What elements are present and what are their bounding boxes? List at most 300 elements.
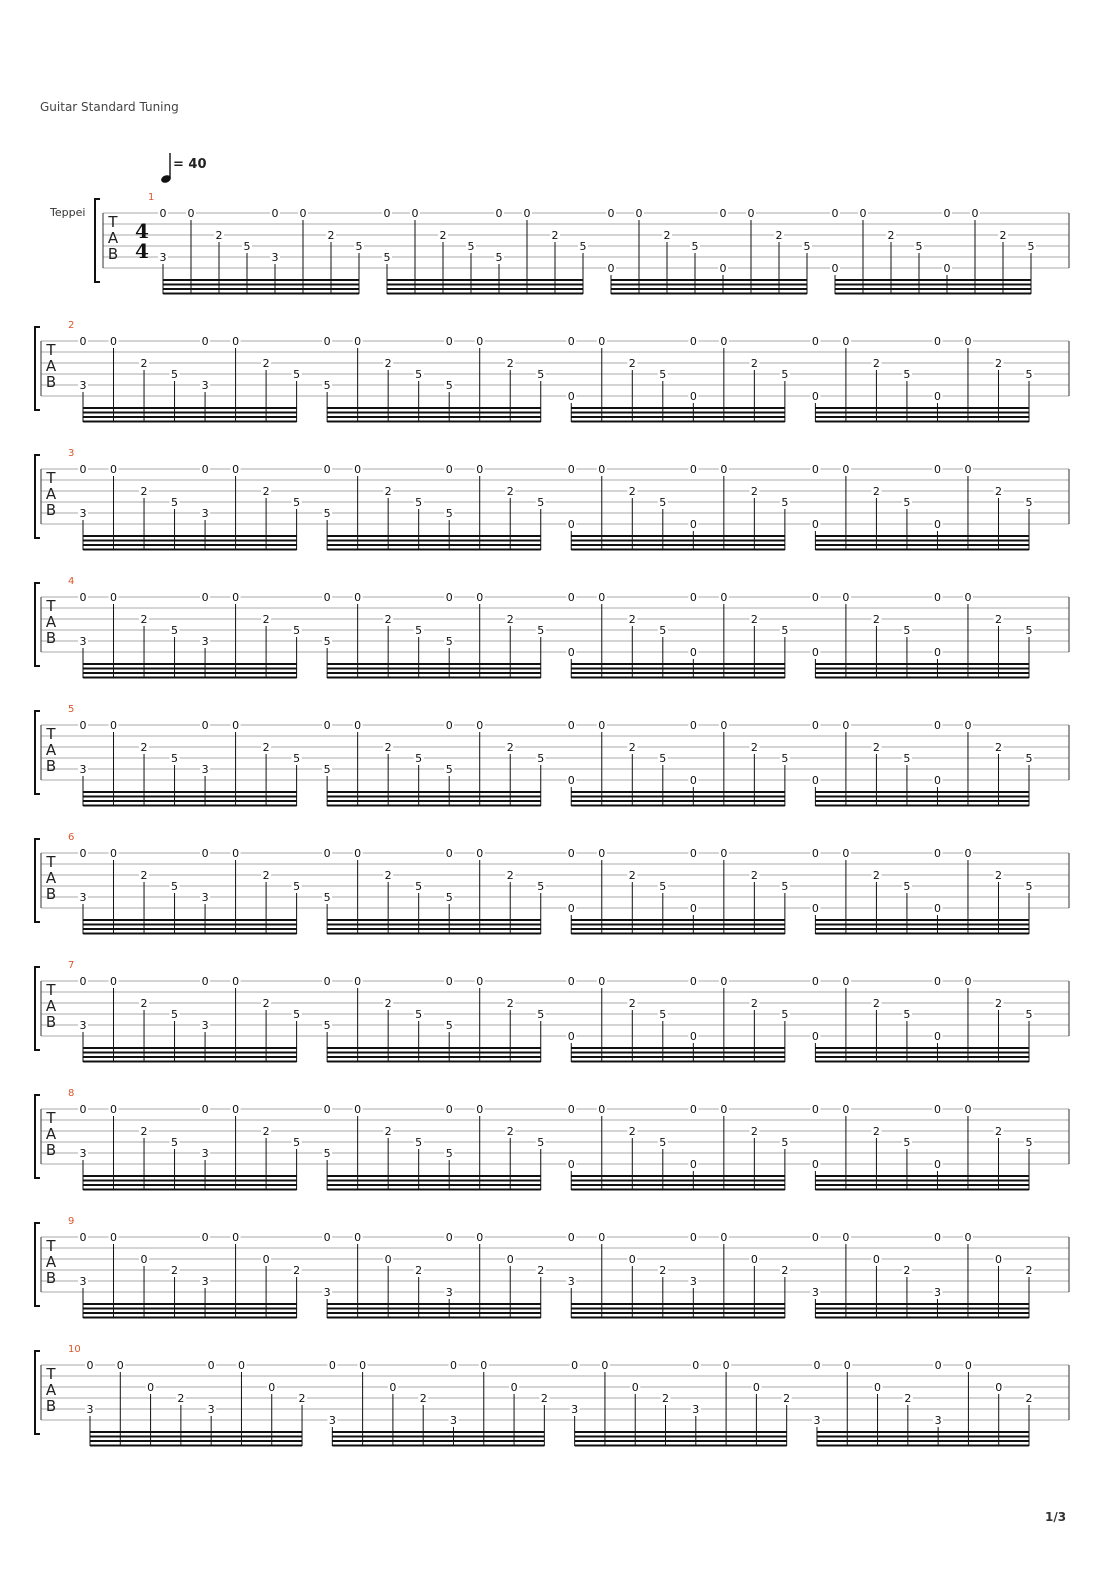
fret-number: 3 (449, 1414, 457, 1427)
fret-number: 2 (384, 357, 392, 370)
fret-number: 2 (872, 997, 880, 1010)
fret-number: 0 (201, 463, 209, 476)
fret-number: 0 (811, 1103, 819, 1116)
fret-number: 0 (842, 975, 850, 988)
fret-number: 0 (811, 646, 819, 659)
fret-number: 0 (689, 975, 697, 988)
fret-number: 0 (933, 902, 941, 915)
fret-number: 0 (598, 335, 606, 348)
fret-number: 0 (110, 975, 118, 988)
fret-number: 3 (201, 1019, 209, 1032)
tab-clef-letter: A (45, 869, 57, 887)
fret-number: 0 (692, 1359, 700, 1372)
fret-number: 2 (262, 741, 270, 754)
fret-number: 2 (384, 1125, 392, 1138)
fret-number: 0 (140, 1253, 148, 1266)
fret-number: 5 (171, 1008, 179, 1021)
fret-number: 0 (971, 207, 979, 220)
fret-number: 3 (689, 1275, 697, 1288)
fret-number: 0 (811, 390, 819, 403)
fret-number: 5 (1025, 880, 1033, 893)
fret-number: 2 (327, 229, 335, 242)
fret-number: 2 (140, 357, 148, 370)
fret-number: 0 (323, 1231, 331, 1244)
fret-number: 0 (523, 207, 531, 220)
fret-number: 5 (415, 1008, 423, 1021)
fret-number: 0 (719, 207, 727, 220)
system-bracket (35, 583, 40, 666)
fret-number: 2 (659, 1264, 667, 1277)
fret-number: 2 (662, 1392, 670, 1405)
fret-number: 0 (842, 463, 850, 476)
fret-number: 2 (293, 1264, 301, 1277)
fret-number: 5 (903, 752, 911, 765)
fret-number: 0 (110, 335, 118, 348)
fret-number: 5 (323, 507, 331, 520)
measure-number: 1 (148, 192, 155, 203)
fret-number: 0 (354, 463, 362, 476)
measure-number: 10 (68, 1344, 81, 1355)
tab-clef-letter: B (45, 629, 57, 647)
fret-number: 5 (445, 1147, 453, 1160)
fret-number: 0 (720, 335, 728, 348)
fret-number: 2 (904, 1392, 912, 1405)
fret-number: 0 (567, 774, 575, 787)
fret-number: 0 (689, 518, 697, 531)
fret-number: 5 (383, 251, 391, 264)
fret-number: 5 (293, 752, 301, 765)
measure-number: 7 (68, 960, 75, 971)
fret-number: 0 (445, 463, 453, 476)
fret-number: 0 (831, 262, 839, 275)
fret-number: 5 (1025, 752, 1033, 765)
fret-number: 0 (813, 1359, 821, 1372)
fret-number: 0 (689, 902, 697, 915)
fret-number: 0 (842, 847, 850, 860)
tab-clef-letter: B (45, 1141, 57, 1159)
fret-number: 0 (842, 719, 850, 732)
fret-number: 2 (551, 229, 559, 242)
fret-number: 0 (299, 207, 307, 220)
fret-number: 0 (383, 207, 391, 220)
fret-number: 5 (781, 624, 789, 637)
fret-number: 0 (811, 591, 819, 604)
fret-number: 2 (750, 357, 758, 370)
fret-number: 2 (781, 1264, 789, 1277)
fret-number: 0 (934, 1359, 942, 1372)
fret-number: 5 (1025, 368, 1033, 381)
fret-number: 0 (689, 390, 697, 403)
fret-number: 3 (86, 1403, 94, 1416)
fret-number: 2 (419, 1392, 427, 1405)
fret-number: 5 (781, 1008, 789, 1021)
fret-number: 0 (268, 1381, 276, 1394)
fret-number: 0 (994, 1253, 1002, 1266)
fret-number: 0 (510, 1381, 518, 1394)
fret-number: 0 (359, 1359, 367, 1372)
fret-number: 0 (159, 207, 167, 220)
fret-number: 2 (750, 1125, 758, 1138)
fret-number: 2 (384, 997, 392, 1010)
fret-number: 2 (994, 741, 1002, 754)
tab-system-9 (35, 1216, 1069, 1318)
tab-clef-letter: A (45, 1253, 57, 1271)
fret-number: 0 (495, 207, 503, 220)
instrument-name: Teppei (50, 206, 86, 219)
tab-clef-letter: A (45, 357, 57, 375)
fret-number: 0 (943, 262, 951, 275)
fret-number: 2 (177, 1392, 185, 1405)
fret-number: 0 (722, 1359, 730, 1372)
fret-number: 5 (781, 1136, 789, 1149)
fret-number: 2 (994, 485, 1002, 498)
tab-clef-letter: A (45, 485, 57, 503)
fret-number: 5 (415, 368, 423, 381)
fret-number: 2 (994, 997, 1002, 1010)
tab-clef-letter: A (45, 741, 57, 759)
fret-number: 5 (1025, 1008, 1033, 1021)
fret-number: 0 (567, 463, 575, 476)
fret-number: 0 (567, 335, 575, 348)
fret-number: 0 (201, 847, 209, 860)
fret-number: 0 (964, 1103, 972, 1116)
fret-number: 0 (874, 1381, 882, 1394)
fret-number: 0 (811, 518, 819, 531)
fret-number: 5 (537, 880, 545, 893)
fret-number: 5 (659, 1136, 667, 1149)
measure-number: 6 (68, 832, 75, 843)
tab-system-1 (95, 192, 1069, 294)
fret-number: 0 (598, 719, 606, 732)
fret-number: 2 (750, 997, 758, 1010)
fret-number: 0 (598, 591, 606, 604)
fret-number: 5 (415, 752, 423, 765)
tab-clef-letter: T (46, 1365, 56, 1383)
fret-number: 0 (445, 847, 453, 860)
tab-clef-letter: A (107, 229, 119, 247)
fret-number: 0 (147, 1381, 155, 1394)
fret-number: 2 (999, 229, 1007, 242)
fret-number: 5 (445, 507, 453, 520)
fret-number: 0 (110, 1231, 118, 1244)
fret-number: 5 (659, 880, 667, 893)
fret-number: 5 (415, 624, 423, 637)
fret-number: 2 (750, 485, 758, 498)
fret-number: 2 (140, 997, 148, 1010)
fret-number: 0 (933, 646, 941, 659)
fret-number: 2 (628, 869, 636, 882)
fret-number: 0 (232, 975, 240, 988)
fret-number: 2 (628, 997, 636, 1010)
fret-number: 0 (476, 463, 484, 476)
fret-number: 2 (506, 357, 514, 370)
tab-clef-letter: A (45, 1381, 57, 1399)
fret-number: 0 (689, 774, 697, 787)
fret-number: 5 (903, 1008, 911, 1021)
tempo-marking: = 40 (173, 157, 207, 172)
fret-number: 5 (445, 379, 453, 392)
fret-number: 3 (271, 251, 279, 264)
fret-number: 3 (79, 1147, 87, 1160)
fret-number: 0 (933, 463, 941, 476)
fret-number: 0 (476, 1103, 484, 1116)
fret-number: 0 (445, 591, 453, 604)
fret-number: 0 (110, 463, 118, 476)
fret-number: 5 (659, 752, 667, 765)
fret-number: 0 (445, 335, 453, 348)
fret-number: 5 (903, 368, 911, 381)
fret-number: 5 (323, 1147, 331, 1160)
tab-system-3 (35, 448, 1069, 550)
fret-number: 3 (328, 1414, 336, 1427)
fret-number: 0 (598, 847, 606, 860)
fret-number: 3 (201, 891, 209, 904)
fret-number: 0 (720, 975, 728, 988)
fret-number: 2 (994, 1125, 1002, 1138)
fret-number: 0 (476, 847, 484, 860)
system-bracket (35, 967, 40, 1050)
tab-clef-letter: T (46, 853, 56, 871)
fret-number: 2 (994, 869, 1002, 882)
fret-number: 5 (781, 368, 789, 381)
fret-number: 2 (262, 1125, 270, 1138)
fret-number: 3 (201, 1147, 209, 1160)
fret-number: 0 (476, 335, 484, 348)
system-bracket (35, 455, 40, 538)
fret-number: 3 (201, 635, 209, 648)
fret-number: 5 (903, 880, 911, 893)
fret-number: 5 (293, 624, 301, 637)
fret-number: 0 (842, 1103, 850, 1116)
fret-number: 5 (915, 240, 923, 253)
fret-number: 0 (79, 1231, 87, 1244)
fret-number: 0 (480, 1359, 488, 1372)
fret-number: 2 (872, 869, 880, 882)
fret-number: 2 (262, 357, 270, 370)
system-bracket (35, 1223, 40, 1306)
fret-number: 0 (110, 591, 118, 604)
fret-number: 0 (232, 591, 240, 604)
fret-number: 0 (567, 591, 575, 604)
fret-number: 3 (79, 1275, 87, 1288)
system-bracket (35, 327, 40, 410)
fret-number: 0 (567, 518, 575, 531)
fret-number: 0 (842, 1231, 850, 1244)
fret-number: 3 (79, 379, 87, 392)
fret-number: 0 (933, 518, 941, 531)
fret-number: 0 (323, 335, 331, 348)
fret-number: 0 (607, 207, 615, 220)
fret-number: 5 (537, 752, 545, 765)
fret-number: 0 (232, 847, 240, 860)
tab-clef-letter: T (46, 1109, 56, 1127)
fret-number: 2 (540, 1392, 548, 1405)
fret-number: 2 (298, 1392, 306, 1405)
fret-number: 0 (933, 335, 941, 348)
fret-number: 2 (872, 485, 880, 498)
tuning-label: Guitar Standard Tuning (40, 100, 179, 114)
fret-number: 0 (86, 1359, 94, 1372)
fret-number: 3 (571, 1403, 579, 1416)
fret-number: 0 (476, 591, 484, 604)
fret-number: 3 (567, 1275, 575, 1288)
fret-number: 0 (506, 1253, 514, 1266)
fret-number: 0 (567, 719, 575, 732)
fret-number: 0 (567, 1231, 575, 1244)
fret-number: 2 (140, 485, 148, 498)
fret-number: 0 (567, 1158, 575, 1171)
fret-number: 0 (811, 902, 819, 915)
fret-number: 0 (720, 719, 728, 732)
fret-number: 0 (933, 719, 941, 732)
fret-number: 5 (355, 240, 363, 253)
fret-number: 2 (750, 869, 758, 882)
time-signature-bottom: 4 (135, 239, 149, 263)
fret-number: 2 (628, 357, 636, 370)
fret-number: 0 (110, 847, 118, 860)
tab-system-7 (35, 960, 1069, 1062)
fret-number: 2 (215, 229, 223, 242)
fret-number: 3 (323, 1286, 331, 1299)
fret-number: 0 (720, 1231, 728, 1244)
fret-number: 0 (933, 1158, 941, 1171)
fret-number: 0 (689, 1231, 697, 1244)
fret-number: 0 (720, 1103, 728, 1116)
fret-number: 0 (720, 591, 728, 604)
fret-number: 0 (598, 463, 606, 476)
fret-number: 0 (811, 847, 819, 860)
fret-number: 0 (689, 463, 697, 476)
fret-number: 5 (323, 379, 331, 392)
fret-number: 0 (598, 1231, 606, 1244)
fret-number: 2 (994, 357, 1002, 370)
fret-number: 3 (934, 1414, 942, 1427)
fret-number: 5 (293, 1008, 301, 1021)
fret-number: 5 (323, 763, 331, 776)
tab-clef-letter: A (45, 997, 57, 1015)
fret-number: 0 (449, 1359, 457, 1372)
system-bracket (35, 1351, 40, 1434)
fret-number: 0 (747, 207, 755, 220)
fret-number: 0 (571, 1359, 579, 1372)
fret-number: 0 (631, 1381, 639, 1394)
fret-number: 0 (567, 1103, 575, 1116)
fret-number: 0 (232, 1231, 240, 1244)
fret-number: 2 (506, 741, 514, 754)
fret-number: 5 (323, 635, 331, 648)
fret-number: 0 (689, 1103, 697, 1116)
fret-number: 2 (262, 613, 270, 626)
measure-number: 3 (68, 448, 75, 459)
fret-number: 0 (964, 975, 972, 988)
fret-number: 2 (384, 485, 392, 498)
tab-system-6 (35, 832, 1069, 934)
tab-clef-letter: A (45, 613, 57, 631)
fret-number: 0 (476, 975, 484, 988)
fret-number: 2 (140, 1125, 148, 1138)
fret-number: 5 (1025, 1136, 1033, 1149)
fret-number: 2 (506, 1125, 514, 1138)
tab-clef-letter: B (45, 885, 57, 903)
fret-number: 0 (79, 1103, 87, 1116)
tab-system-4 (35, 576, 1069, 678)
fret-number: 2 (506, 997, 514, 1010)
fret-number: 0 (201, 1103, 209, 1116)
fret-number: 2 (384, 613, 392, 626)
fret-number: 0 (328, 1359, 336, 1372)
fret-number: 5 (903, 496, 911, 509)
fret-number: 0 (567, 902, 575, 915)
system-bracket (35, 711, 40, 794)
measure-number: 4 (68, 576, 75, 587)
fret-number: 0 (811, 1030, 819, 1043)
fret-number: 0 (567, 390, 575, 403)
fret-number: 0 (187, 207, 195, 220)
fret-number: 2 (750, 741, 758, 754)
fret-number: 0 (411, 207, 419, 220)
fret-number: 0 (842, 335, 850, 348)
fret-number: 0 (933, 1030, 941, 1043)
fret-number: 2 (171, 1264, 179, 1277)
fret-number: 0 (689, 719, 697, 732)
fret-number: 0 (720, 847, 728, 860)
fret-number: 0 (207, 1359, 215, 1372)
fret-number: 5 (415, 1136, 423, 1149)
fret-number: 5 (495, 251, 503, 264)
fret-number: 0 (567, 1030, 575, 1043)
fret-number: 3 (201, 763, 209, 776)
fret-number: 0 (933, 774, 941, 787)
tab-system-10 (35, 1344, 1069, 1446)
fret-number: 0 (964, 591, 972, 604)
tab-clef-letter: T (46, 597, 56, 615)
fret-number: 0 (964, 463, 972, 476)
tab-clef-letter: T (46, 1237, 56, 1255)
fret-number: 0 (933, 1103, 941, 1116)
tab-clef-letter: B (45, 373, 57, 391)
fret-number: 3 (692, 1403, 700, 1416)
fret-number: 5 (445, 891, 453, 904)
fret-number: 5 (1025, 496, 1033, 509)
fret-number: 5 (1025, 624, 1033, 637)
fret-number: 5 (537, 496, 545, 509)
fret-number: 0 (811, 975, 819, 988)
fret-number: 0 (354, 1231, 362, 1244)
fret-number: 0 (719, 262, 727, 275)
fret-number: 5 (293, 1136, 301, 1149)
fret-number: 0 (476, 1231, 484, 1244)
fret-number: 5 (293, 496, 301, 509)
fret-number: 5 (659, 496, 667, 509)
system-bracket (35, 1095, 40, 1178)
fret-number: 5 (171, 496, 179, 509)
fret-number: 0 (601, 1359, 609, 1372)
fret-number: 0 (964, 1359, 972, 1372)
fret-number: 5 (171, 1136, 179, 1149)
fret-number: 5 (903, 624, 911, 637)
fret-number: 5 (293, 368, 301, 381)
fret-number: 0 (567, 646, 575, 659)
fret-number: 2 (262, 869, 270, 882)
fret-number: 0 (445, 975, 453, 988)
page-number: 1/3 (1045, 1510, 1067, 1524)
fret-number: 5 (293, 880, 301, 893)
fret-number: 0 (232, 335, 240, 348)
fret-number: 3 (207, 1403, 215, 1416)
fret-number: 0 (201, 335, 209, 348)
fret-number: 0 (859, 207, 867, 220)
tab-clef-letter: B (45, 757, 57, 775)
